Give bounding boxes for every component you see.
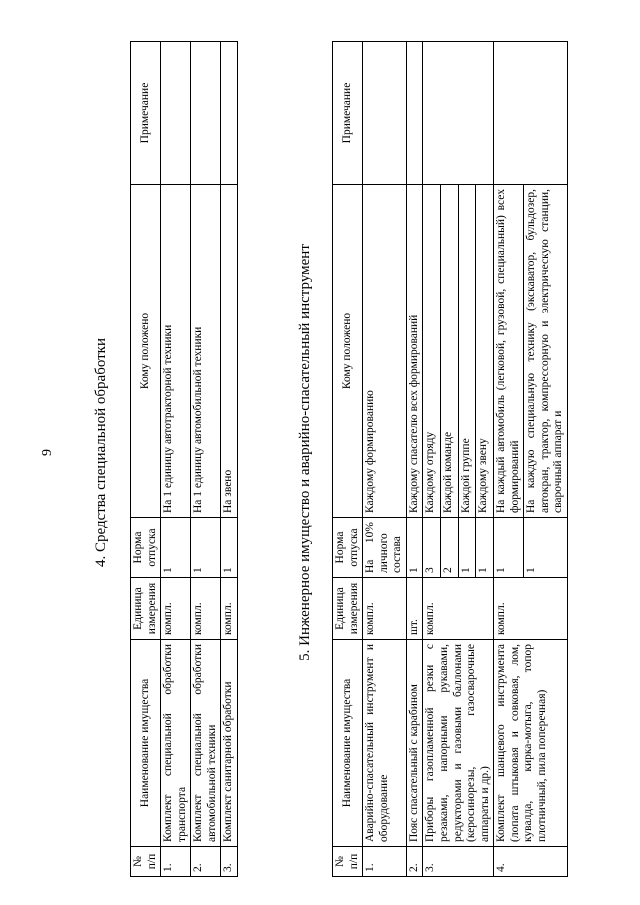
header-name: Наименование имущества <box>131 640 161 847</box>
table-row <box>423 42 441 877</box>
header-num: № п/п <box>333 847 363 877</box>
cell-norm: 1 <box>406 518 423 578</box>
header-note: Примечание <box>333 42 363 185</box>
cell-note <box>191 42 221 185</box>
cell-whom: На 1 единицу автомобильной техники <box>191 185 221 518</box>
cell-whom: Каждой группе <box>458 185 476 518</box>
table-row <box>191 42 221 877</box>
cell-name: Аварийно-спасательный инструмент и оборудование <box>363 640 407 847</box>
cell-whom: Каждой команде <box>441 185 459 518</box>
cell-unit: шт. <box>406 578 423 640</box>
table-row <box>406 42 423 877</box>
cell-norm: 1 <box>524 518 568 578</box>
cell-whom: Каждому отряду <box>423 185 441 518</box>
cell-norm: 1 <box>458 518 476 578</box>
cell-name: Пояс спасательный с карабином <box>406 640 423 847</box>
cell-num: 1. <box>363 847 407 877</box>
cell-name: Комплект специальной обработки автомобильной техники <box>191 640 221 847</box>
table-row <box>494 42 524 877</box>
cell-num: 2. <box>406 847 423 877</box>
cell-norm: 1 <box>494 518 524 578</box>
cell-norm: На 10% личного состава <box>363 518 407 578</box>
header-unit: Единица измерения <box>131 578 161 640</box>
cell-unit: компл. <box>221 578 238 640</box>
cell-name: Комплект санитарной обработки <box>221 640 238 847</box>
section-5-title: 5. Инженерное имущество и аварийно-спасательный инструмент <box>297 244 313 661</box>
cell-unit: компл. <box>363 578 407 640</box>
table-row <box>161 42 191 877</box>
header-name: Наименование имущества <box>333 640 363 847</box>
cell-unit: компл. <box>161 578 191 640</box>
engineering-equipment-table <box>332 41 568 877</box>
section-4-title: 4. Средства специальной обработки <box>93 338 109 568</box>
cell-note <box>406 42 423 185</box>
cell-note <box>161 42 191 185</box>
cell-note <box>363 42 407 185</box>
cell-name: Приборы газопламенной резки с резаками, напорными рукавами, редукторами и газовыми баллонами (керосинорезы, газосварочные аппараты и др.) <box>423 640 494 847</box>
table-header-row <box>131 42 161 877</box>
cell-unit: компл. <box>191 578 221 640</box>
header-num: № п/п <box>131 847 161 877</box>
cell-unit: компл. <box>423 578 494 640</box>
cell-num: 3. <box>221 847 238 877</box>
cell-norm: 1 <box>221 518 238 578</box>
header-unit: Единица измерения <box>333 578 363 640</box>
cell-whom: На каждый автомобиль (легковой, грузовой, специальный) всех формирований <box>494 185 524 518</box>
cell-norm: 1 <box>476 518 494 578</box>
cell-num: 4. <box>494 847 568 877</box>
cell-norm: 3 <box>423 518 441 578</box>
table-row <box>363 42 407 877</box>
cell-whom: На каждую специальную технику (экскаватор, бульдозер, автокран, трактор, компрессорную и электрическую станции, сварочный аппарат и <box>524 185 568 518</box>
cell-name: Комплект шанцевого инструмента (лопата штыковая и совковая, лом, кувалда, кирка-мотыга, топор плотничный, пила поперечная) <box>494 640 568 847</box>
special-treatment-table <box>130 41 238 877</box>
cell-norm: 1 <box>191 518 221 578</box>
header-note: Примечание <box>131 42 161 185</box>
cell-unit: компл. <box>494 578 568 640</box>
cell-name: Комплект специальной обработки транспорта <box>161 640 191 847</box>
cell-whom: На звено <box>221 185 238 518</box>
cell-note <box>494 42 568 185</box>
cell-whom: Каждому спасателю всех формирований <box>406 185 423 518</box>
cell-note <box>423 42 494 185</box>
cell-num: 1. <box>161 847 191 877</box>
header-norm: Норма отпуска <box>333 518 363 578</box>
header-whom: Кому положено <box>131 185 161 518</box>
cell-num: 2. <box>191 847 221 877</box>
header-norm: Норма отпуска <box>131 518 161 578</box>
cell-whom: Каждому формированию <box>363 185 407 518</box>
table-row <box>221 42 238 877</box>
cell-norm: 2 <box>441 518 459 578</box>
header-whom: Кому положено <box>333 185 363 518</box>
cell-whom: Каждому звену <box>476 185 494 518</box>
cell-norm: 1 <box>161 518 191 578</box>
page-number: 9 <box>40 449 55 456</box>
cell-whom: На 1 единицу автотракторной техники <box>161 185 191 518</box>
cell-num: 3. <box>423 847 494 877</box>
table-header-row <box>333 42 363 877</box>
cell-note <box>221 42 238 185</box>
